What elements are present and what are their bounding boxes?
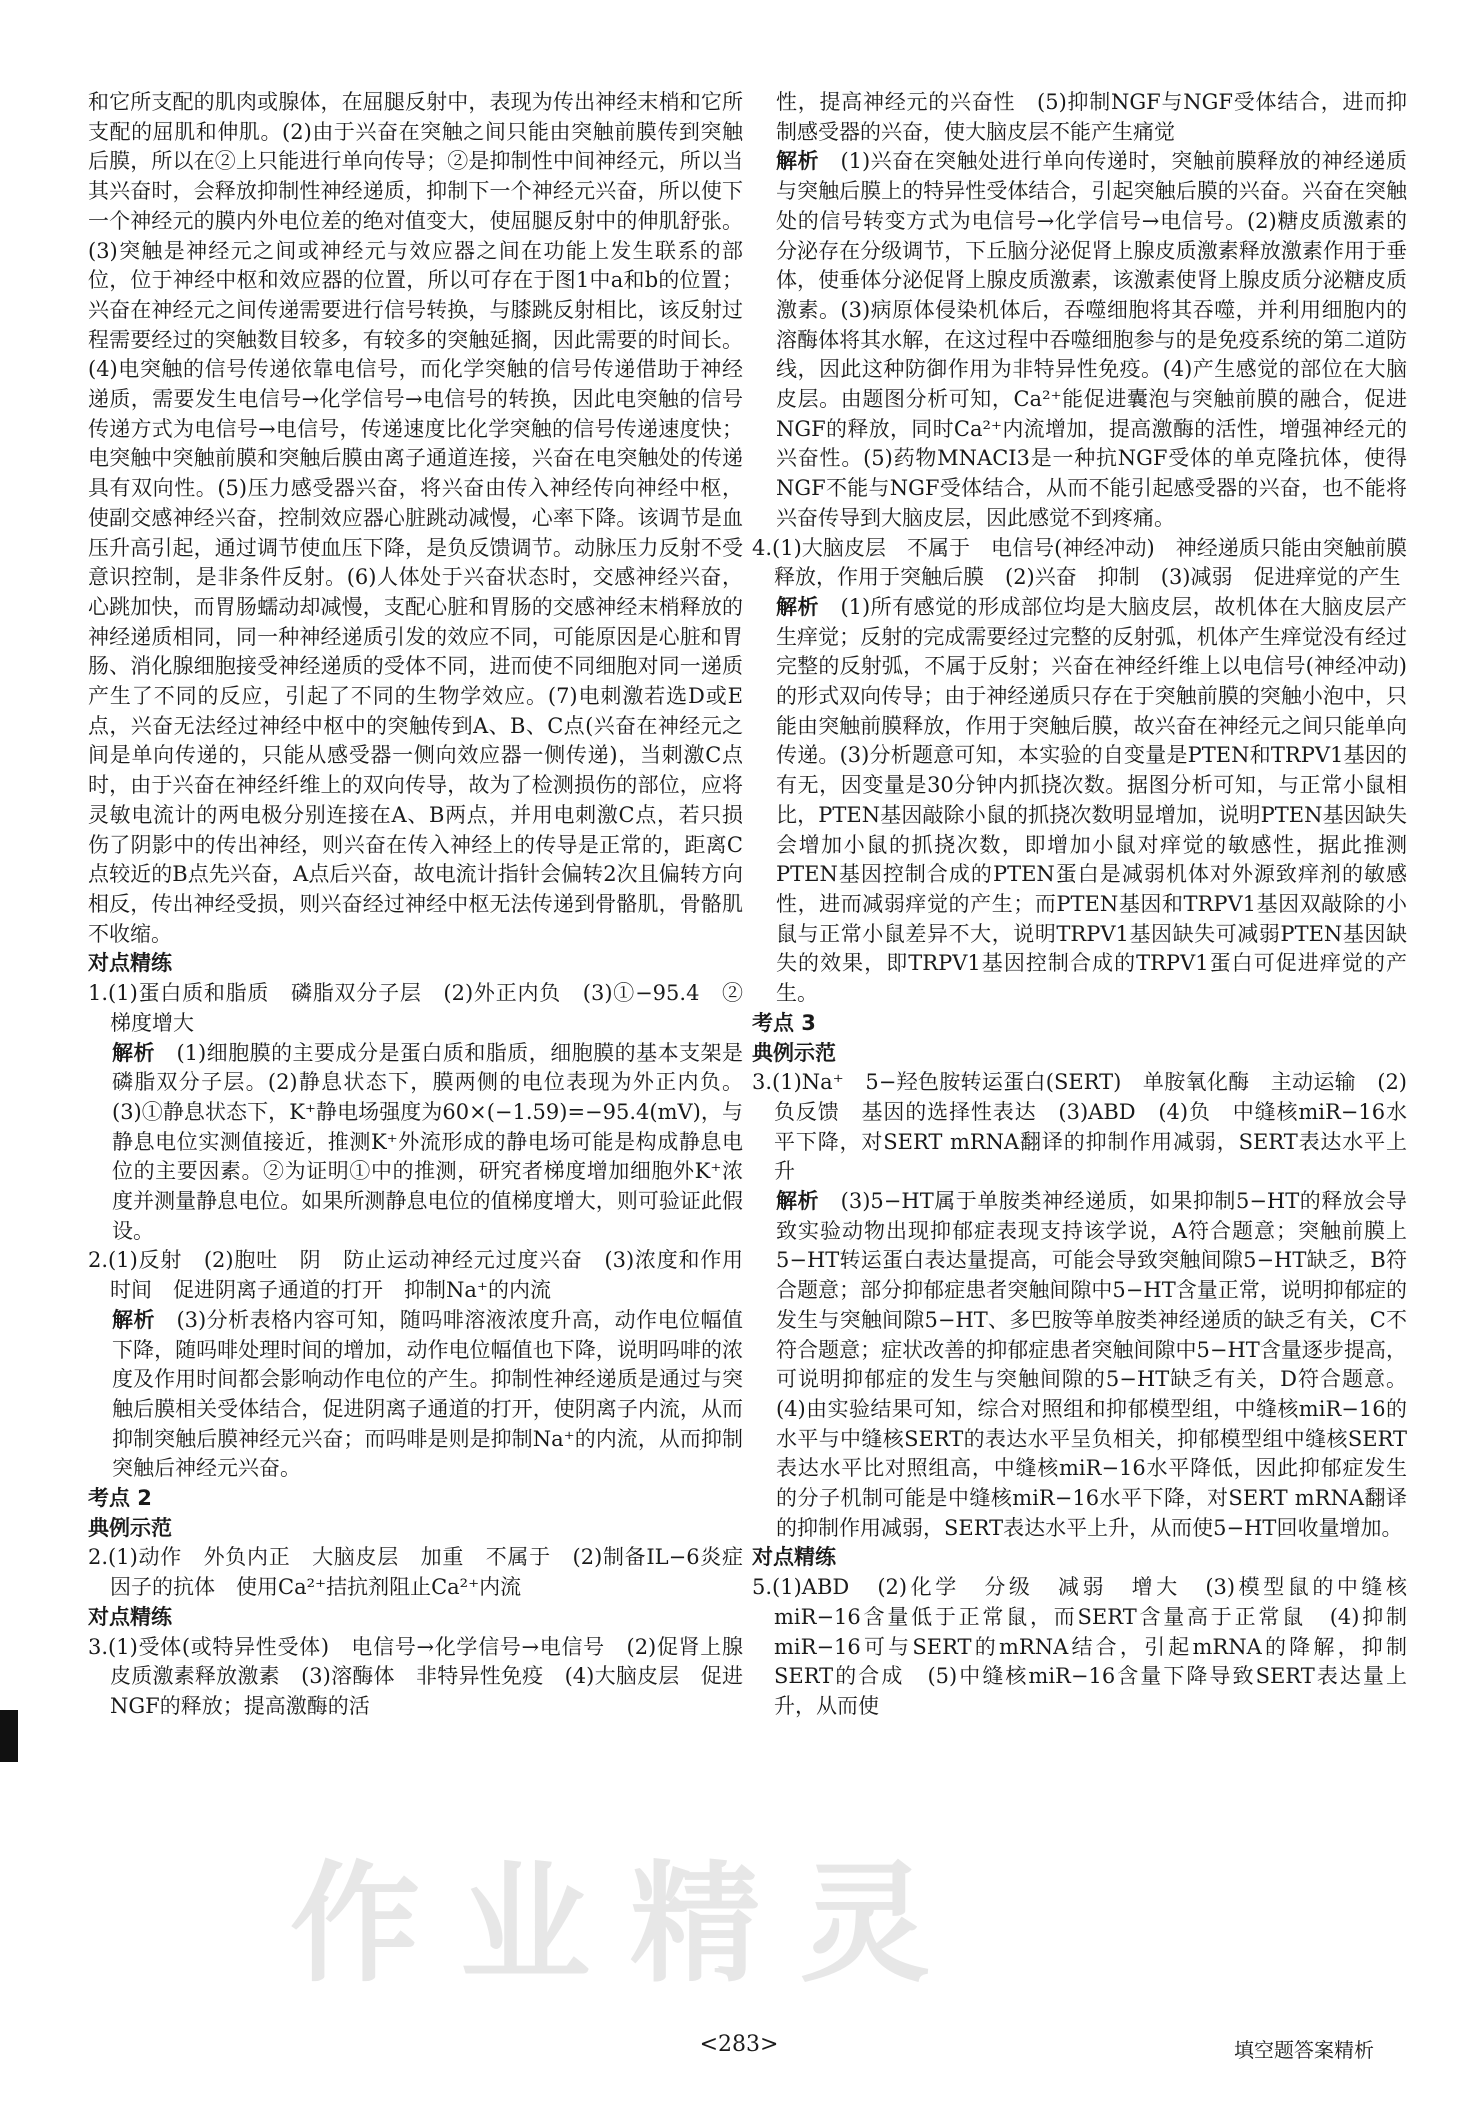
section-heading-kaodian-3: 考点 3 (752, 1010, 816, 1035)
analysis-1 (88, 1039, 743, 1247)
answer-4: 4.(1)大脑皮层 不属于 电信号(神经冲动) 神经递质只能由突触前膜释放，作用于突触后膜 (2)兴奋 抑制 (3)减弱 促进痒觉的产生 (752, 535, 1407, 590)
analysis-label: 解析 (776, 594, 819, 619)
analysis-4 (752, 593, 1407, 1009)
right-column (752, 88, 1428, 1722)
answer-2b: 2.(1)动作 外负内正 大脑皮层 加重 不属于 (2)制备IL−6炎症因子的抗体 使用Ca²⁺拮抗剂阻止Ca²⁺内流 (88, 1545, 743, 1600)
section-heading-duidian-1: 对点精练 (88, 951, 172, 976)
answer-2: 2.(1)反射 (2)胞吐 阴 防止运动神经元过度兴奋 (3)浓度和作用时间 促进阴离子通道的打开 抑制Na⁺的内流 (88, 1248, 743, 1303)
section-heading-dianli-3: 典例示范 (752, 1040, 836, 1065)
left-column (88, 88, 743, 1722)
analysis-text: (1)细胞膜的主要成分是蛋白质和脂质，细胞膜的基本支架是磷脂双分子层。(2)静息状态下，膜两侧的电位表现为外正内负。(3)①静息状态下，K⁺静电场强度为60×(−1.59)=−95.4(mV)，与静息电位实测值接近，推测K⁺外流形成的静电场可能是构成静息电位的主要因素。②为证明①中的推测，研究者梯度增加细胞外K⁺浓度并测量静息电位。如果所测静息电位的值梯度增大，则可验证此假设。 (112, 1040, 744, 1243)
analysis-3b (752, 1187, 1407, 1543)
answer-1: 1.(1)蛋白质和脂质 磷脂双分子层 (2)外正内负 (3)①−95.4 ②梯度增大 (88, 981, 743, 1035)
analysis-2 (88, 1306, 743, 1484)
answer-5: 5.(1)ABD (2)化学 分级 减弱 增大 (3)模型鼠的中缝核miR−16含量低于正常鼠，而SERT含量高于正常鼠 (4)抑制 miR−16可与SERT的mRNA结合，引起mRNA的降解，抑制SERT的合成 (5)中缝核miR−16含量下降导致SERT表达量上升，从而使 (752, 1575, 1428, 1718)
analysis-text: (1)所有感觉的形成部位均是大脑皮层，故机体在大脑皮层产生痒觉；反射的完成需要经过完整的反射弧，机体产生痒觉没有经过完整的反射弧，不属于反射；兴奋在神经纤维上以电信号(神经冲动)的形式双向传导；由于神经递质只存在于突触前膜的突触小泡中，只能由突触前膜释放，作用于突触后膜，故兴奋在神经元之间只能单向传递。(3)分析题意可知，本实验的自变量是PTEN和TRPV1基因的有无，因变量是30分钟内抓挠次数。据图分析可知，与正常小鼠相比，PTEN基因敲除小鼠的抓挠次数明显增加，说明PTEN基因缺失会增加小鼠的抓挠次数，即增加小鼠对痒觉的敏感性，据此推测PTEN基因控制合成的PTEN蛋白是减弱机体对外源致痒剂的敏感性，进而减弱痒觉的产生；而PTEN基因和TRPV1基因双敲除的小鼠与正常小鼠差异不大，说明TRPV1基因缺失可减弱PTEN基因缺失的效果，即TRPV1基因控制合成的TRPV1蛋白可促进痒觉的产生。 (776, 594, 1408, 1006)
analysis-label: 解析 (776, 149, 819, 174)
analysis-text: (3)分析表格内容可知，随吗啡溶液浓度升高，动作电位幅值下降，随吗啡处理时间的增加，动作电位幅值也下降，说明吗啡的浓度及作用时间都会影响动作电位的产生。抑制性神经递质是通过与突触后膜相关受体结合，促进阴离子通道的打开，使阴离子内流，从而抑制突触后膜神经元兴奋；而吗啡是则是抑制Na⁺的内流，从而抑制突触后神经元兴奋。 (112, 1307, 744, 1481)
footer-label: 填空题答案精析 (1234, 2038, 1374, 2062)
page-number: <283> (699, 2032, 779, 2057)
analysis-text: (3)5−HT属于单胺类神经递质，如果抑制5−HT的释放会导致实验动物出现抑郁症表现支持该学说，A符合题意；突触前膜上5−HT转运蛋白表达量提高，可能会导致突触间隙5−HT缺乏，B符合题意；部分抑郁症患者突触间隙中5−HT含量正常，说明抑郁症的发生与突触间隙5−HT、多巴胺等单胺类神经递质的缺乏有关，C不符合题意；症状改善的抑郁症患者突触间隙中5−HT含量逐步提高，可说明抑郁症的发生与突触间隙的5−HT缺乏有关，D符合题意。(4)由实验结果可知，综合对照组和抑郁模型组，中缝核miR−16的水平与中缝核SERT的表达水平呈负相关，抑郁模型组中缝核SERT表达水平比对照组高，中缝核miR−16水平降低，因此抑郁症发生的分子机制可能是中缝核miR−16水平下降，对SERT mRNA翻译的抑制作用减弱，SERT表达水平上升，从而使5−HT回收量增加。 (776, 1189, 1408, 1540)
analysis-label: 解析 (112, 1307, 155, 1332)
section-heading-dianli-2: 典例示范 (88, 1515, 172, 1540)
analysis-3 (752, 147, 1407, 533)
watermark: 作业精灵 (290, 1848, 971, 2000)
analysis-text: (1)兴奋在突触处进行单向传递时，突触前膜释放的神经递质与突触后膜上的特异性受体结合，引起突触后膜的兴奋。兴奋在突触处的信号转变方式为电信号→化学信号→电信号。(2)糖皮质激素的分泌存在分级调节，下丘脑分泌促肾上腺皮质激素释放激素作用于垂体，使垂体分泌促肾上腺皮质激素，该激素使肾上腺皮质分泌糖皮质激素。(3)病原体侵染机体后，吞噬细胞将其吞噬，并利用细胞内的溶酶体将其水解，在这过程中吞噬细胞参与的是免疫系统的第二道防线，因此这种防御作用为非特异性免疫。(4)产生感觉的部位在大脑皮层。由题图分析可知，Ca²⁺能促进囊泡与突触前膜的融合，促进NGF的释放，同时Ca²⁺内流增加，提高激酶的活性，增强神经元的兴奋性。(5)药物MNACI3是一种抗NGF受体的单克隆抗体，使得NGF不能与NGF受体结合，从而不能引起感受器的兴奋，也不能将兴奋传导到大脑皮层，因此感觉不到疼痛。 (776, 149, 1408, 530)
section-heading-kaodian-2: 考点 2 (88, 1486, 152, 1511)
answer-3-continued: 性，提高神经元的兴奋性 (5)抑制NGF与NGF受体结合，进而抑制感受器的兴奋，使大脑皮层不能产生痛觉 (776, 90, 1407, 144)
analysis-label: 解析 (112, 1040, 155, 1065)
side-mark (0, 1710, 18, 1762)
left-paragraph: 和它所支配的肌肉或腺体，在屈腿反射中，表现为传出神经末梢和它所支配的屈肌和伸肌。(2)由于兴奋在突触之间只能由突触前膜传到突触后膜，所以在②上只能进行单向传导；②是抑制性中间神经元，所以当其兴奋时，会释放抑制性神经递质，抑制下一个神经元兴奋，所以使下一个神经元的膜内外电位差的绝对值变大，使屈腿反射中的伸肌舒张。(3)突触是神经元之间或神经元与效应器之间在功能上发生联系的部位，位于神经中枢和效应器的位置，所以可存在于图1中a和b的位置；兴奋在神经元之间传递需要进行信号转换，与膝跳反射相比，该反射过程需要经过的突触数目较多，有较多的突触延搁，因此需要的时间长。(4)电突触的信号传递依靠电信号，而化学突触的信号传递借助于神经递质，需要发生电信号→化学信号→电信号的转换，因此电突触的信号传递方式为电信号→电信号，传递速度比化学突触的信号传递速度快；电突触中突触前膜和突触后膜由离子通道连接，兴奋在电突触处的传递具有双向性。(5)压力感受器兴奋，将兴奋由传入神经传向神经中枢，使副交感神经兴奋，控制效应器心脏跳动减慢，心率下降。该调节是血压升高引起，通过调节使血压下降，是负反馈调节。动脉压力反射不受意识控制，是非条件反射。(6)人体处于兴奋状态时，交感神经兴奋，心跳加快，而胃肠蠕动却减慢，支配心脏和胃肠的交感神经末梢释放的神经递质相同，同一种神经递质引发的效应不同，可能原因是心脏和胃肠、消化腺细胞接受神经递质的受体不同，进而使不同细胞对同一递质产生了不同的反应，引起了不同的生物学效应。(7)电刺激若选D或E点，兴奋无法经过神经中枢中的突触传到A、B、C点(兴奋在神经元之间是单向传递的，只能从感受器一侧向效应器一侧传递)，当刺激C点时，由于兴奋在神经纤维上的双向传导，故为了检测损伤的部位，应将灵敏电流计的两电极分别连接在A、B两点，并用电刺激C点，若只损伤了阴影中的传出神经，则兴奋在传入神经上的传导是正常的，距离C点较近的B点先兴奋，A点后兴奋，故电流计指针会偏转2次且偏转方向相反，传出神经受损，则兴奋经过神经中枢无法传递到骨骼肌，骨骼肌不收缩。 (88, 90, 743, 946)
answer-3b: 3.(1)Na⁺ 5−羟色胺转运蛋白(SERT) 单胺氧化酶 主动运输 (2)负反馈 基因的选择性表达 (3)ABD (4)负 中缝核miR−16水平下降，对SERT mRNA翻译的抑制作用减弱，SERT表达水平上升 (752, 1070, 1407, 1184)
answer-3: 3.(1)受体(或特异性受体) 电信号→化学信号→电信号 (2)促肾上腺皮质激素释放激素 (3)溶酶体 非特异性免疫 (4)大脑皮层 促进NGF的释放；提高激酶的活 (88, 1634, 743, 1718)
analysis-label: 解析 (776, 1189, 820, 1214)
section-heading-duidian-2: 对点精练 (88, 1604, 172, 1629)
section-heading-duidian-3: 对点精练 (752, 1545, 836, 1570)
